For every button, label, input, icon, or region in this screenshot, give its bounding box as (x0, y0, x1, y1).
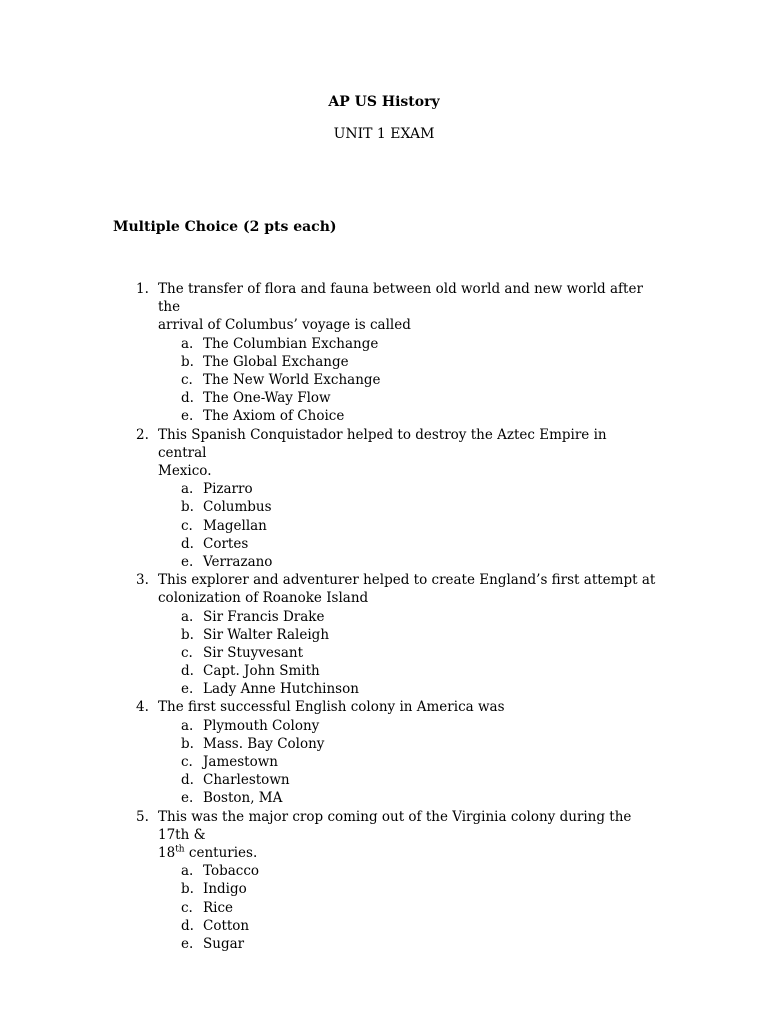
option-a (0, 717, 768, 735)
option-a (0, 608, 768, 626)
option-a (0, 335, 768, 353)
option-letter: a. (181, 608, 194, 625)
option-letter: a. (181, 717, 194, 734)
option-d (0, 662, 768, 680)
option-letter: c. (181, 899, 193, 916)
option-letter: c. (181, 644, 193, 661)
option-text: Sir Francis Drake (203, 608, 325, 625)
option-b (0, 353, 768, 371)
option-d (0, 535, 768, 553)
option-text: Boston, MA (203, 790, 283, 807)
question-number: 4. (136, 699, 149, 716)
option-a (0, 480, 768, 498)
ordinal-superscript: th (175, 844, 185, 855)
option-letter: c. (181, 517, 193, 534)
question-text: The transfer of flora and fauna between old world and new world after the arrival of Columbus’ voyage is called (158, 281, 643, 334)
option-letter: d. (181, 917, 194, 934)
option-letter: e. (181, 408, 194, 425)
option-c (0, 517, 768, 535)
option-text: The One-Way Flow (203, 390, 331, 407)
question-2 (0, 426, 768, 572)
option-letter: e. (181, 681, 194, 698)
option-text: The Global Exchange (203, 353, 349, 370)
option-c (0, 371, 768, 389)
option-b (0, 880, 768, 898)
section-heading: Multiple Choice (2 pts each) (113, 219, 337, 235)
question-number: 5. (136, 808, 149, 825)
option-list (0, 335, 768, 426)
option-text: Mass. Bay Colony (203, 735, 325, 752)
option-letter: d. (181, 390, 194, 407)
option-text: Verrazano (203, 553, 273, 570)
option-b (0, 735, 768, 753)
option-e (0, 789, 768, 807)
option-text: Sir Stuyvesant (203, 644, 304, 661)
option-letter: e. (181, 790, 194, 807)
option-e (0, 935, 768, 953)
option-list (0, 717, 768, 808)
option-a (0, 862, 768, 880)
option-text: Sugar (203, 935, 245, 952)
option-text: Columbus (203, 499, 272, 516)
question-number: 1. (136, 281, 149, 297)
option-b (0, 626, 768, 644)
option-letter: b. (181, 735, 194, 752)
question-text: The first successful English colony in America was (158, 699, 505, 716)
option-c (0, 899, 768, 917)
option-c (0, 644, 768, 662)
option-letter: d. (181, 663, 194, 680)
option-e (0, 407, 768, 425)
option-letter: e. (181, 935, 194, 952)
option-c (0, 753, 768, 771)
option-text: Magellan (203, 517, 267, 534)
option-letter: b. (181, 881, 194, 898)
question-4 (0, 698, 768, 807)
option-list (0, 862, 768, 953)
question-text (158, 808, 658, 863)
option-letter: a. (181, 863, 194, 880)
question-text: This explorer and adventurer helped to create England’s first attempt at colonization of Roanoke Island (158, 572, 656, 607)
option-e (0, 680, 768, 698)
option-letter: d. (181, 772, 194, 789)
option-text: Tobacco (203, 863, 260, 880)
question-text-line2-pre: 18 (158, 844, 176, 861)
option-letter: a. (181, 335, 194, 352)
option-d (0, 771, 768, 789)
option-text: Pizarro (203, 481, 253, 498)
page-title: AP US History (328, 94, 440, 110)
option-d (0, 389, 768, 407)
question-5 (0, 808, 768, 954)
option-d (0, 917, 768, 935)
option-letter: d. (181, 535, 194, 552)
option-list (0, 608, 768, 699)
question-list (0, 280, 768, 953)
option-text: Plymouth Colony (203, 717, 320, 734)
option-text: Indigo (203, 881, 247, 898)
option-e (0, 553, 768, 571)
question-number: 2. (136, 426, 149, 443)
option-letter: b. (181, 353, 194, 370)
question-1 (0, 280, 768, 426)
question-text-line1: This was the major crop coming out of the Virginia colony during the 17th & (158, 808, 632, 843)
option-letter: e. (181, 553, 194, 570)
option-text: The Axiom of Choice (203, 408, 345, 425)
option-text: Jamestown (203, 754, 278, 771)
option-list (0, 480, 768, 571)
option-letter: c. (181, 754, 193, 771)
option-letter: b. (181, 626, 194, 643)
option-text: Sir Walter Raleigh (203, 626, 330, 643)
option-letter: b. (181, 499, 194, 516)
option-text: Cotton (203, 917, 250, 934)
option-text: Rice (203, 899, 234, 916)
option-text: Cortes (203, 535, 249, 552)
option-letter: c. (181, 371, 193, 388)
option-letter: a. (181, 481, 194, 498)
option-text: Lady Anne Hutchinson (203, 681, 359, 698)
question-text: This Spanish Conquistador helped to destroy the Aztec Empire in central Mexico. (158, 426, 607, 479)
option-text: The New World Exchange (203, 371, 381, 388)
option-text: Capt. John Smith (203, 663, 320, 680)
option-text: The Columbian Exchange (203, 335, 379, 352)
option-text: Charlestown (203, 772, 290, 789)
option-b (0, 498, 768, 516)
question-3 (0, 571, 768, 698)
question-number: 3. (136, 572, 149, 589)
page-subtitle: UNIT 1 EXAM (333, 126, 435, 142)
question-text-line2-post: centuries. (184, 844, 258, 861)
